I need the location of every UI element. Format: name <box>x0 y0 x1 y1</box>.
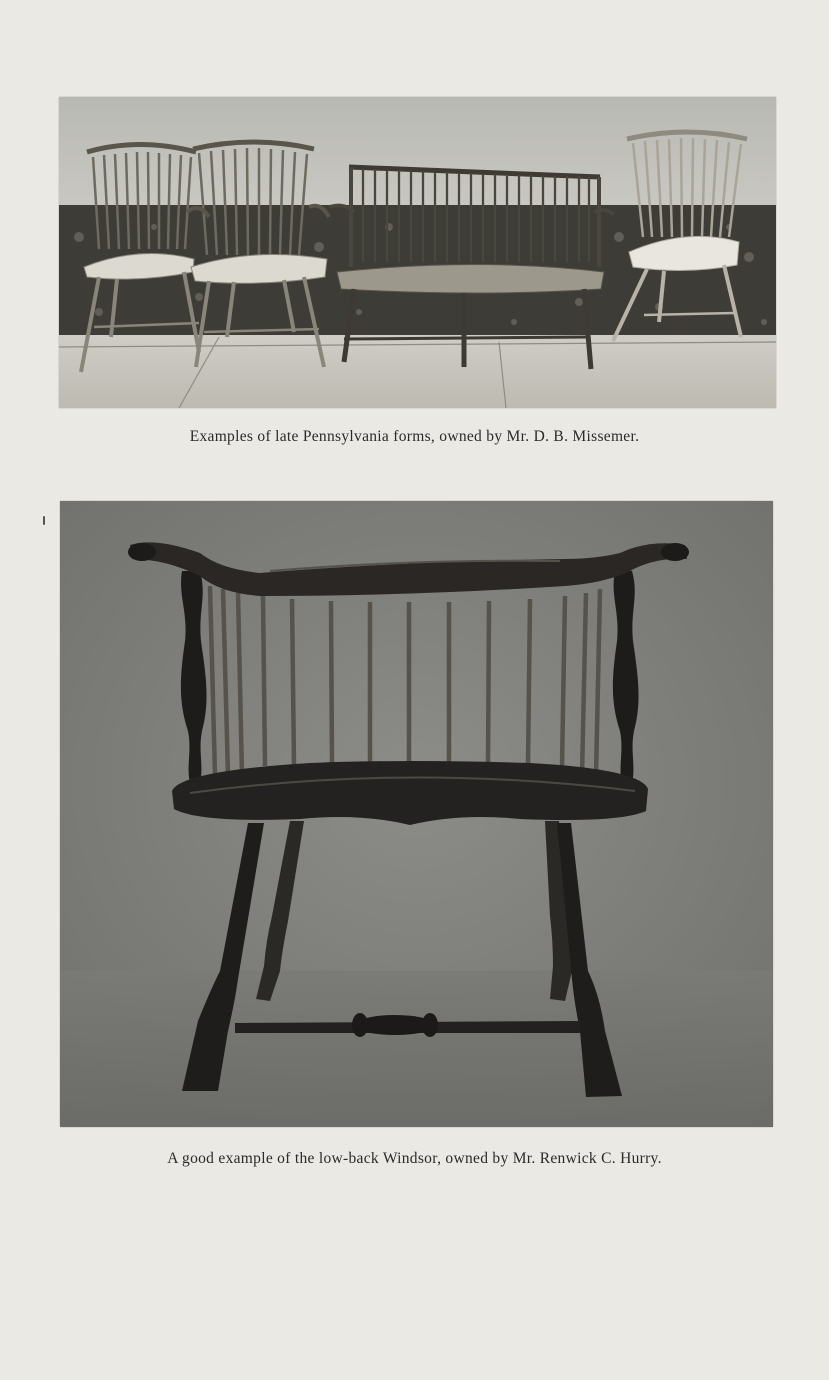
caption-plate-2: A good example of the low-back Windsor, owned by Mr. Renwick C. Hurry. <box>167 1150 662 1167</box>
caption-plate-1: Examples of late Pennsylvania forms, owned by Mr. D. B. Missemer. <box>189 428 640 445</box>
plate-photo-low-back-windsor <box>60 501 773 1127</box>
paper-speck <box>43 516 45 525</box>
plate-photo-pennsylvania-windsors <box>59 97 776 408</box>
